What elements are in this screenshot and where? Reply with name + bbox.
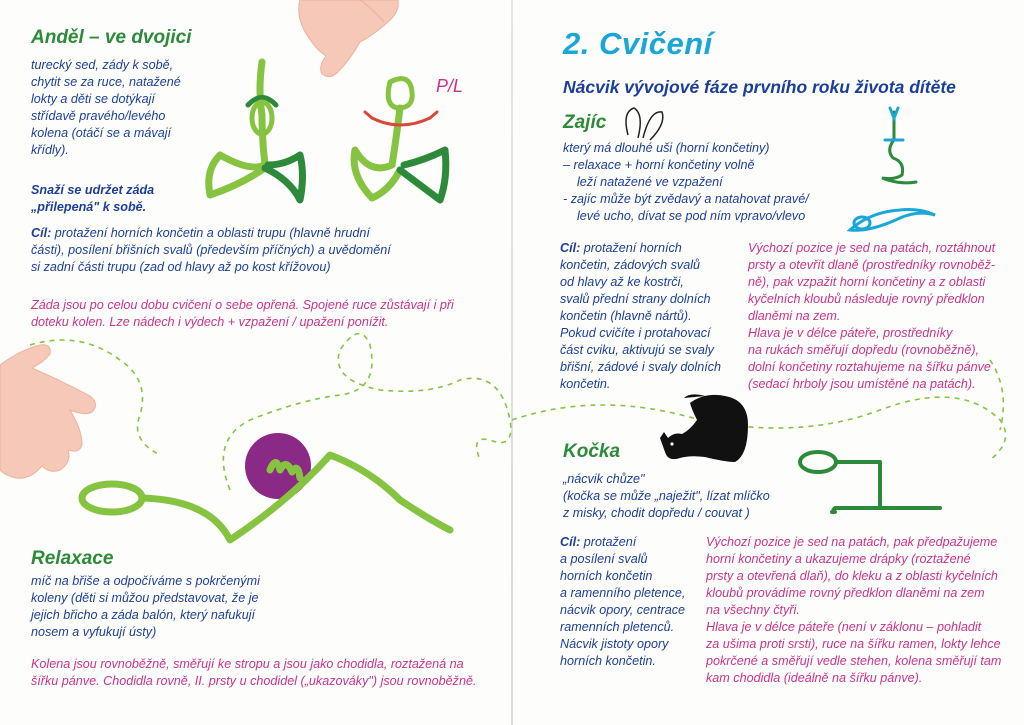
andel-title: Anděl – ve dvojici	[31, 27, 192, 48]
page-fold	[511, 0, 513, 725]
andel-goal: Cíl: protažení horních končetin a oblasti trupu (hlavně hrudní části), posílení břišních svalů (především příčných) a uvědomění si zadní části trupu (zad od hlavy až po kost křížovou)	[31, 226, 391, 274]
kocka-goal: Cíl: protažení a posílení svalů horních končetin a ramenního pletence, nácvik opory, centrace ramenních pletenců. Nácvik jistoty opory horních končetin.	[560, 535, 686, 668]
andel-tip: Snaží se udržet záda „přilepená" k sobě.	[31, 183, 155, 214]
zajic-goal: Cíl: protažení horních končetin, zádových svalů od hlavy až ke kostrči, svalů přední strany dolních končetin (hlavně nártů). Pokud cvičíte i protahovací část cviku, aktivujú se svaly břišní, zádové i svaly dolních končetin.	[560, 241, 722, 391]
cat-pose-illustration	[0, 0, 1, 1]
section-subheading: Nácvik vývojové fáze prvního roku života dítěte	[563, 77, 956, 97]
zajic-position: Výchozí pozice je sed na patách, roztáhnout prsty a otevřít dlaně (prostředníky rovnoběž- ně), pak vzpažit horní končetiny a z oblasti kyčelních kloubů následuje rovný předklon dlaněmi na zem. Hlava je v délce páteře, prostředníky na rukách směřují dopředu (rovnoběžně), dolní končetiny roztahujeme na šířku pánve (sedací hrboly jsou umístěné na patách).	[748, 241, 996, 391]
kocka-position: Výchozí pozice je sed na patách, pak předpažujeme horní končetiny a ukazujeme drápky (roztažené prsty a otevřená dlaň), do kleku a z oblasti kyčelních kloubů provádíme rovný předklon dlaněmi na zem na všechny čtyři. Hlava je v délce páteře (není v záklonu – pohladit za ušima proti srsti), ruce na šířku ramen, lokty lehce pokrčené a směřují vedle stehen, kolena směřují tam kam chodidla (ideálně na šířku pánve).	[706, 535, 1002, 685]
zajic-description: který má dlouhé uši (horní končetiny) – relaxace + horní končetiny volně leží natažené ve vzpažení - zajíc může být zvědavý a natahovat pravé/ levé ucho, dívat se pod ním vpravo/vlevo	[563, 141, 809, 223]
kocka-title: Kočka	[563, 441, 621, 462]
relax-description: míč na břiše a odpočíváme s pokrčenými koleny (děti si můžou představovat, že je jejich břicho a záda balón, který nafukují nosem a vyfukují ústy)	[31, 574, 260, 639]
zajic-title: Zajíc	[563, 112, 607, 133]
kocka-description: „nácvik chůze" (kočka se může „naježit", lízat mlíčko z misky, chodit dopředu / couvat )	[563, 472, 770, 520]
relax-title: Relaxace	[31, 548, 114, 569]
andel-note: Záda jsou po celou dobu cvičení o sebe opřená. Spojené ruce zůstávají i při doteku kolen. Lze nádech i výdech + vzpažení / upažení ponížit.	[31, 298, 454, 329]
section-heading: 2. Cvičení	[563, 26, 713, 61]
andel-description: turecký sed, zády k sobě, chytit se za ruce, natažené lokty a děti se dotýkají střídavě pravého/levého kolena (otáčí se a mávají křídly).	[31, 58, 181, 157]
pl-label: P/L	[436, 76, 464, 96]
relax-note: Kolena jsou rovnoběžně, směřují ke stropu a jsou jako chodidla, roztažená na šířku pánve. Chodidla rovně, II. prsty u chodidel („ukazováky") jsou rovnoběžně.	[31, 657, 477, 688]
